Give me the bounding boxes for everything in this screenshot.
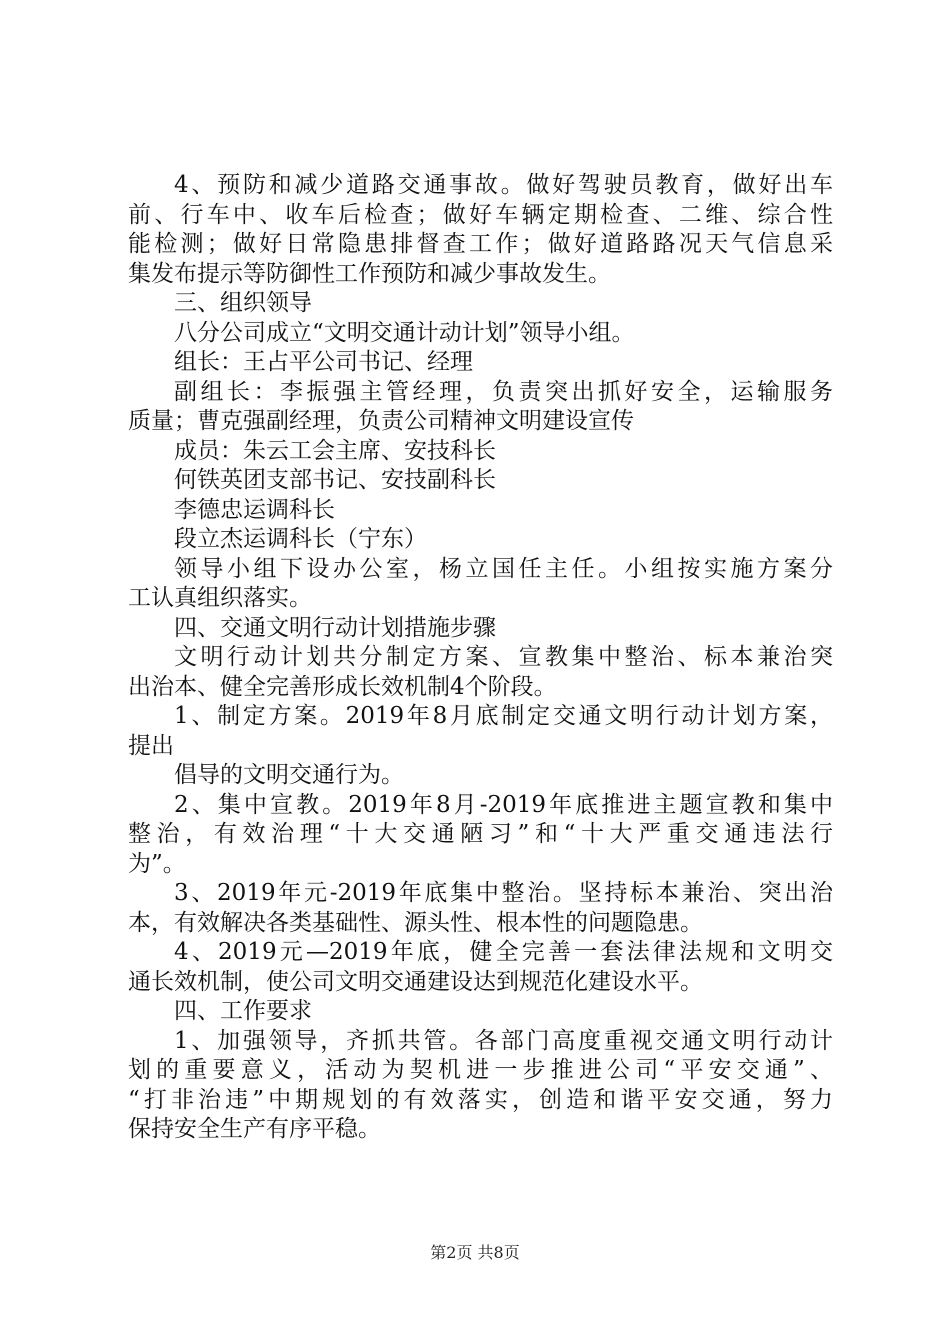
text-line: 1、加强领导，齐抓共管。各部门高度重视交通文明行动计 [174,1027,833,1054]
text-line: 2、集中宣教。2019年8月-2019年底推进主题宣教和集中 [174,791,833,818]
text-line: 3、2019年元-2019年底集中整治。坚持标本兼治、突出治 [174,880,833,906]
document-body [128,171,833,1145]
text-line: 整治，有效治理“十大交通陋习”和“十大严重交通违法行 [128,821,833,847]
text-line: 4、2019元—2019年底，健全完善一套法律法规和文明交 [174,939,833,965]
text-line: 集发布提示等防御性工作预防和减少事故发生。 [128,260,611,287]
text-line: 文明行动计划共分制定方案、宣教集中整治、标本兼治突 [174,644,833,670]
text-line: 前、行车中、收车后检查；做好车辆定期检查、二维、综合性 [128,201,833,228]
text-line: 副组长：李振强主管经理，负责突出抓好安全，运输服务 [174,378,833,405]
text-line: 何铁英团支部书记、安技副科长 [174,467,496,493]
text-line: 李德忠运调科长 [174,496,335,523]
text-line: 通长效机制，使公司文明交通建设达到规范化建设水平。 [128,968,703,995]
text-line: 工认真组织落实。 [128,585,312,611]
text-line: 提出 [128,732,174,759]
text-line: 保持安全生产有序平稳。 [128,1116,381,1142]
text-line: “打非治违”中期规划的有效落实，创造和谐平安交通，努力 [128,1086,833,1113]
text-line: 本，有效解决各类基础性、源头性、根本性的问题隐患。 [128,909,703,936]
text-line: 出治本、健全完善形成长效机制4个阶段。 [128,673,557,700]
text-line: 组长：王占平公司书记、经理 [174,349,473,375]
text-line: 倡导的文明交通行为。 [174,762,404,788]
text-line: 领导小组下设办公室，杨立国任主任。小组按实施方案分 [174,555,833,582]
text-line: 质量；曹克强副经理，负责公司精神文明建设宣传 [128,408,634,434]
text-line: 八分公司成立“文明交通计动计划”领导小组。 [174,319,635,346]
text-line: 四、工作要求 [174,998,312,1024]
text-line: 成员：朱云工会主席、安技科长 [174,437,496,464]
text-line: 段立杰运调科长（宁东） [174,526,427,552]
text-line: 为”。 [128,850,186,877]
text-line: 能检测；做好日常隐患排督查工作；做好道路路况天气信息采 [128,231,833,257]
text-line: 四、交通文明行动计划措施步骤 [174,614,496,641]
text-line: 划的重要意义，活动为契机进一步推进公司“平安交通”、 [128,1057,833,1083]
text-line: 4、预防和减少道路交通事故。做好驾驶员教育，做好出车 [174,172,833,198]
page-footer: 第2页 共8页 [430,1243,520,1262]
text-line: 三、组织领导 [174,290,312,316]
text-line: 1、制定方案。2019年8月底制定交通文明行动计划方案， [174,703,833,729]
